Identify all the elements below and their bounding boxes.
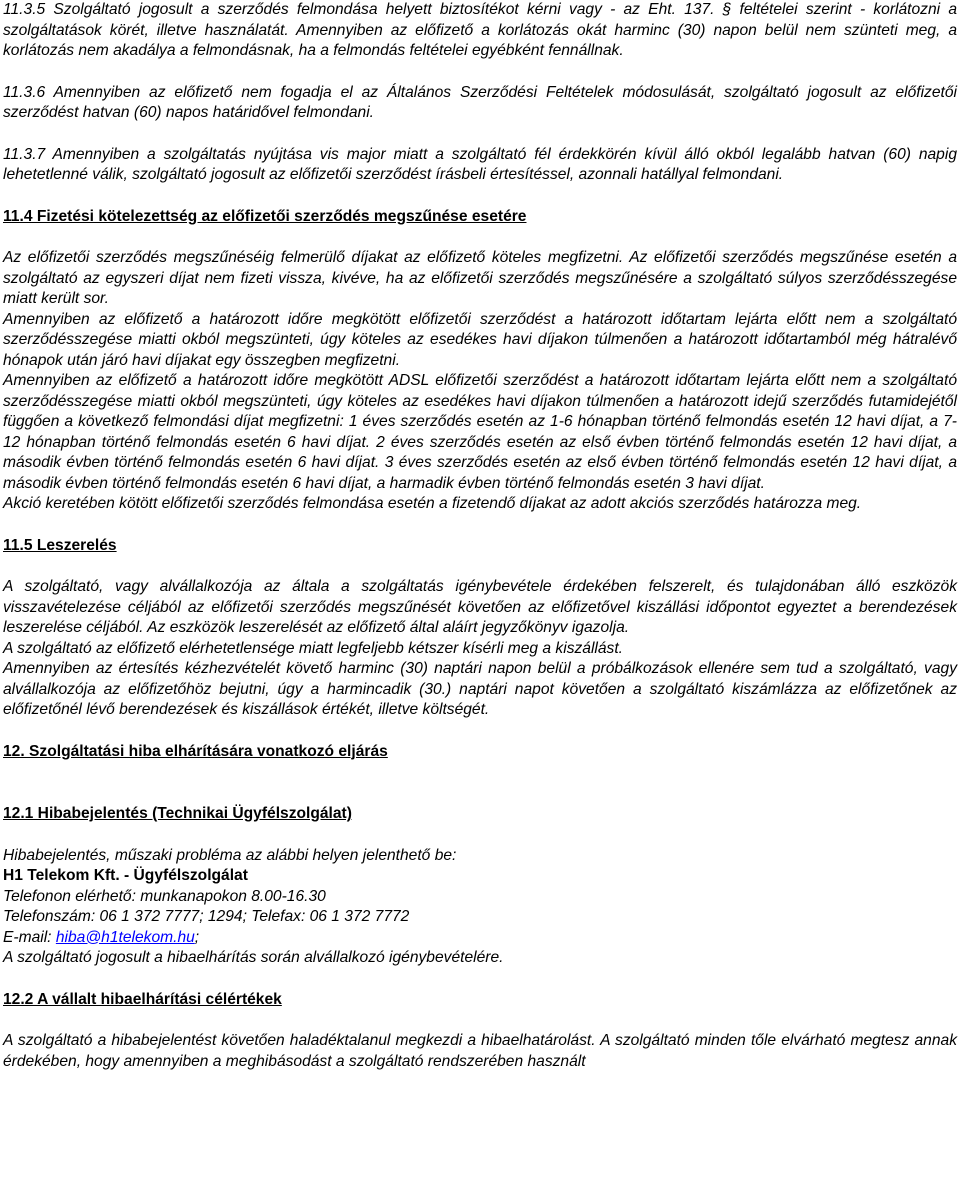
paragraph-11-3-7: 11.3.7 Amennyiben a szolgáltatás nyújtása vis major miatt a szolgáltató fél érdekkörén kívül álló okból legalább hatvan (60) napig lehetetlenné válik, szolgáltató jogosult az előfizetői szerződést írásbeli értesítéssel, azonnali hatállyal felmondani. (3, 145, 957, 183)
email-link[interactable]: hiba@h1telekom.hu (55, 928, 195, 946)
paragraph-11-4-c: Amennyiben az előfizető a határozott időre megkötött ADSL előfizetői szerződést a határozott időtartam lejárta előtt nem a szolgáltató szerződésszegése miatti okból megszünteti, úgy köteles az esedékes havi díjakon túlmenően a határozott idejű szerződés futamidejétől függően a következő felmondási díjat megfizetni: 1 éves szerződés esetén az 1-6 hónapban történő felmondás esetén 12 havi díjat, a 7-12 hónapban történő felmondás esetén 6 havi díjat. 2 éves szerződés esetén az első évben történő felmondás esetén 12 havi díjat, a második évben történő felmondás esetén 6 havi díjat. 3 éves szerződés esetén az első évben történő felmondás esetén 12 havi díjat, a második évben történő felmondás esetén 6 havi díjat, a harmadik évben történő felmondás esetén 3 havi díjat. (3, 372, 957, 492)
paragraph-11-5-c: Amennyiben az értesítés kézhezvételét követő harminc (30) naptári napon belül a próbálkozások ellenére sem tud a szolgáltató, vagy alvállalkozója az előfizetőhöz bejutni, úgy a harmincadik (30.) naptári napot követően a szolgáltató kiszámlázza az előfizetőnek az előfizetőnél lévő berendezések és kiszállások értékét, illetve költségét. (3, 660, 957, 718)
heading-12-2: 12.2 A vállalt hibaelhárítási célértékek (3, 990, 282, 1008)
spacer (3, 124, 957, 145)
spacer (3, 721, 957, 742)
paragraph-11-5-a: A szolgáltató, vagy alvállalkozója az általa a szolgáltatás igénybevétele érdekében felszerelt, és tulajdonában álló eszközök visszavételezése céljából az előfizetői szerződés megszűnését követően az előfizetővel kiszállási időpontot egyeztet a berendezések leszerelése céljából. Az eszközök leszerelését az előfizető által aláírt jegyzőkönyv igazolja. (3, 578, 957, 636)
paragraph-12-1-intro: Hibabejelentés, műszaki probléma az alábbi helyen jelenthető be: (3, 846, 457, 864)
paragraph-11-4-d: Akció keretében kötött előfizetői szerződés felmondása esetén a fizetendő díjakat az adott akciós szerződés határozza meg. (3, 495, 862, 512)
spacer (3, 825, 957, 846)
email-suffix: ; (194, 928, 200, 946)
spacer (3, 969, 957, 990)
paragraph-12-2-a: A szolgáltató a hibabejelentést követően haladéktalanul megkezdi a hibaelhatárolást. A szolgáltató minden tőle elvárható megtesz annak érdekében, hogy amennyiben a meghibásodást a szolgáltató rendszerében használt (3, 1032, 957, 1070)
paragraph-11-4-a: Az előfizetői szerződés megszűnéséig felmerülő díjakat az előfizető köteles megfizetni. Az előfizetői szerződés megszűnése esetén a szolgáltató az egyszeri díjat nem fizeti vissza, kivéve, ha az előfizetői szerződés megszűnésére a szolgáltató súlyos szerződésszegése miatt került sor. (3, 249, 957, 307)
spacer (3, 762, 957, 783)
company-name: H1 Telekom Kft. - Ügyfélszolgálat (3, 867, 248, 884)
heading-12-1: 12.1 Hibabejelentés (Technikai Ügyfélszolgálat) (3, 805, 352, 822)
spacer (3, 62, 957, 83)
spacer (3, 1010, 957, 1031)
heading-12: 12. Szolgáltatási hiba elhárítására vonatkozó eljárás (3, 742, 388, 760)
spacer (3, 186, 957, 207)
spacer (3, 227, 957, 248)
paragraph-11-3-6: 11.3.6 Amennyiben az előfizető nem fogadja el az Általános Szerződési Feltételek módosulását, szolgáltató jogosult az előfizetői szerződést hatvan (60) napos határidővel felmondani. (3, 83, 957, 121)
phone-hours: Telefonon elérhető: munkanapokon 8.00-16.30 (3, 887, 326, 905)
spacer (3, 783, 957, 804)
spacer (3, 556, 957, 577)
paragraph-12-1-sub: A szolgáltató jogosult a hibaelhárítás során alvállalkozó igénybevételére. (3, 949, 504, 966)
spacer (3, 515, 957, 536)
email-line (3, 928, 957, 949)
heading-11-5: 11.5 Leszerelés (3, 536, 117, 554)
paragraph-11-5-b: A szolgáltató az előfizető elérhetetlensége miatt legfeljebb kétszer kísérli meg a kiszállást. (3, 639, 624, 657)
paragraph-11-4-b: Amennyiben az előfizető a határozott időre megkötött előfizetői szerződést a határozott időtartam lejárta előtt nem a szolgáltató szerződésszegése miatti okból megszünteti, úgy köteles az esedékes havi díjakon túlmenően a határozott időtartamból még hátralévő hónapok után járó havi díjakat egy összegben megfizetni. (3, 310, 957, 369)
paragraph-11-3-5: 11.3.5 Szolgáltató jogosult a szerződés felmondása helyett biztosítékot kérni vagy - az Eht. 137. § feltételei szerint - korlátozni a szolgáltatások körét, illetve használatát. Amennyiben az előfizető a korlátozás okát harminc (30) napon belül nem szünteti meg, a korlátozás nem akadálya a felmondásnak, ha a felmondás feltételei egyébként fennállnak. (3, 1, 957, 59)
email-label: E-mail: (3, 928, 56, 946)
heading-11-4: 11.4 Fizetési kötelezettség az előfizetői szerződés megszűnése esetére (3, 207, 527, 225)
phone-numbers: Telefonszám: 06 1 372 7777; 1294; Telefax: 06 1 372 7772 (3, 908, 410, 925)
